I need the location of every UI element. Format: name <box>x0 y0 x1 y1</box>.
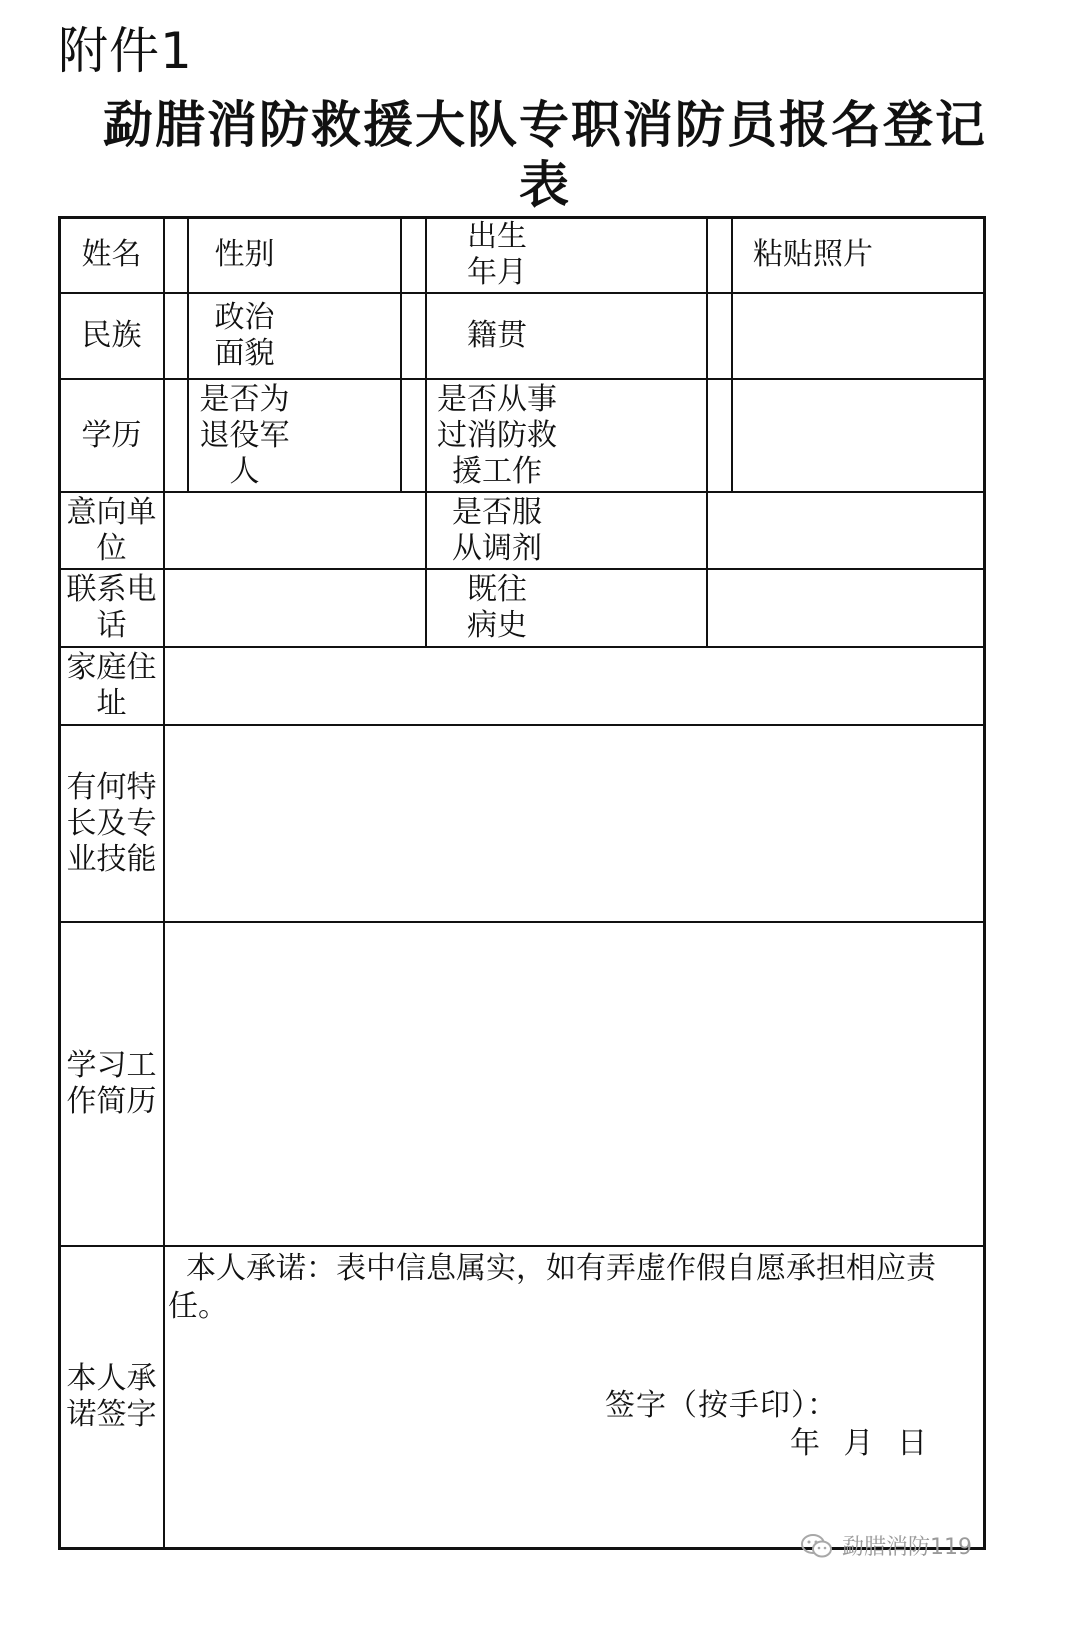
label-veteran: 是否为 退役军 人 <box>199 381 290 489</box>
row-line <box>58 724 986 726</box>
label-ethnicity: 民族 <box>81 318 142 353</box>
label-intended-unit: 意向单 位 <box>66 494 157 566</box>
row-line <box>58 646 986 648</box>
label-resume: 学习工 作简历 <box>66 1048 157 1119</box>
label-obey-assignment: 是否服 从调剂 <box>452 494 542 566</box>
label-address: 家庭住 址 <box>66 650 157 721</box>
label-political: 政治 面貌 <box>214 300 275 371</box>
col-line <box>163 216 165 1550</box>
label-native-place: 籍贯 <box>467 318 527 353</box>
col-line <box>706 216 708 647</box>
form-title <box>40 95 1050 215</box>
form-title-line2: 表 <box>519 156 571 214</box>
wechat-icon <box>800 1533 834 1559</box>
form-title-line1: 勐腊消防救援大队专职消防员报名登记 <box>103 96 987 154</box>
label-rescue-experience: 是否从事 过消防救 援工作 <box>437 381 557 489</box>
row-line <box>58 1245 986 1247</box>
watermark-text: 勐腊消防119 <box>842 1535 972 1560</box>
photo-slot: 粘贴照片 <box>753 237 873 272</box>
signature-label: 签字（按手印）： <box>605 1388 838 1423</box>
date-label: 年 月 日 <box>790 1426 928 1461</box>
row-line <box>58 921 986 923</box>
label-skills: 有何特 长及专 业技能 <box>66 769 157 877</box>
label-education: 学历 <box>81 417 142 453</box>
label-birth: 出生 年月 <box>467 219 527 290</box>
watermark <box>800 1530 972 1561</box>
label-medical-history: 既往 病史 <box>467 572 527 643</box>
label-name: 姓名 <box>81 237 142 272</box>
col-line <box>400 216 402 492</box>
pledge-text: 本人承诺：表中信息属实，如有弄虚作假自愿承担相应责任。 <box>168 1251 936 1324</box>
label-pledge-signature: 本人承 诺签字 <box>66 1361 157 1432</box>
label-phone: 联系电 话 <box>66 572 157 643</box>
label-gender: 性别 <box>214 237 275 272</box>
attachment-label: 附件1 <box>58 22 193 80</box>
